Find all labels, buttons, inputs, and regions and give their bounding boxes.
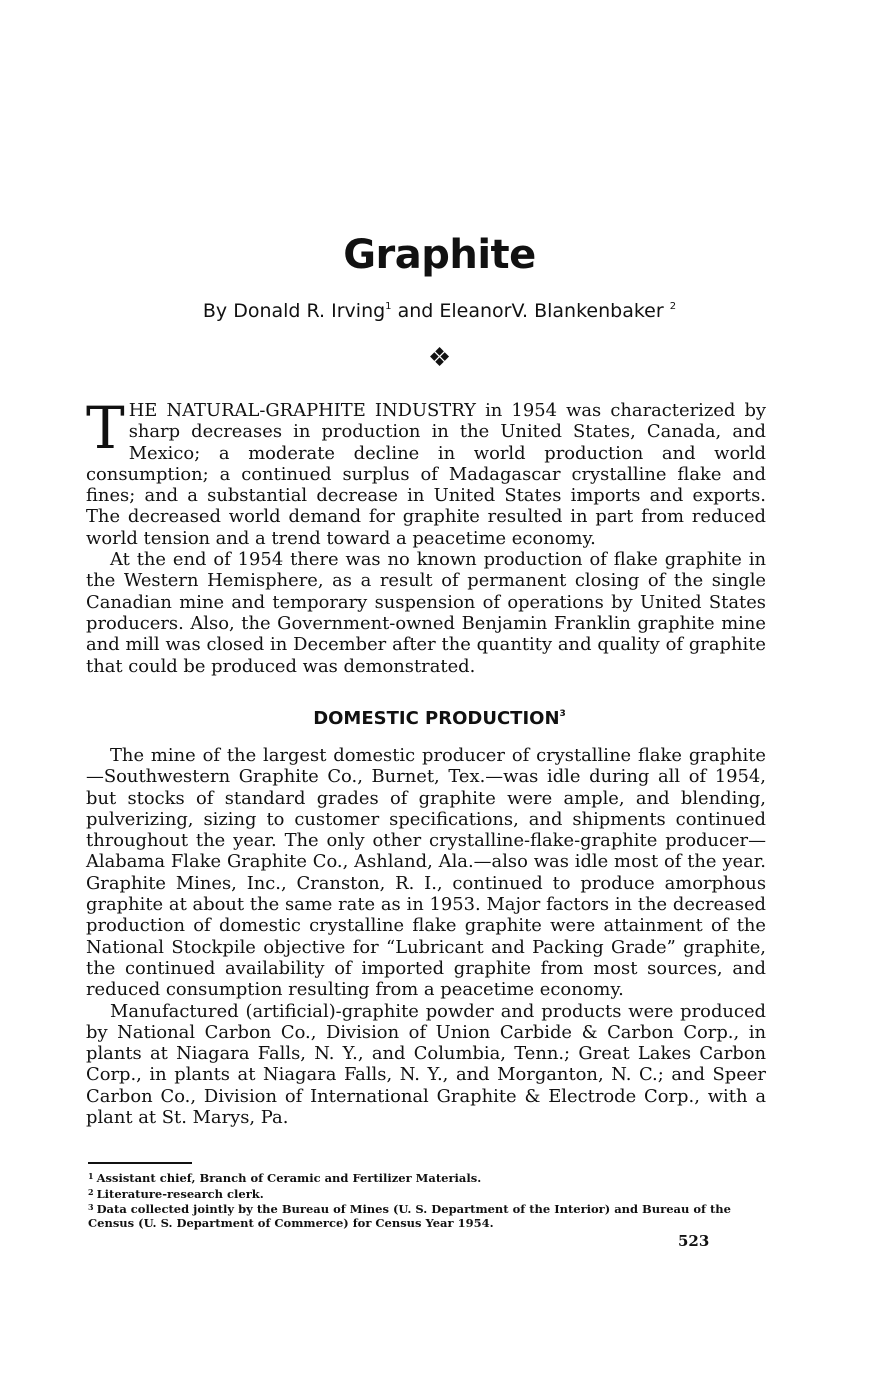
footnote-text: Assistant chief, Branch of Ceramic and Fertilizer Materials. <box>96 1171 482 1185</box>
footnote-marker: 1 <box>88 1171 94 1181</box>
intro-paragraph-2: At the end of 1954 there was no known production of flake graphite in the Western Hemisphere, as a result of permanent closing of the single Canadian mine and temporary suspension of operations by United States producers. Also, the Government-owned Benjamin Franklin graphite mine and mill was closed in December after the quantity and quality of graphite that could be produced was demonstrated. <box>86 549 766 677</box>
intro-paragraph-1-text: HE NATURAL-GRAPHITE INDUSTRY in 1954 was characterized by sharp decreases in production in the United States, Canada, and Mexico; a moderate decline in world production and world consumption; a continued surplus of Madagascar crystalline flake and fines; and a substantial decrease in United States imports and exports. The decreased world demand for graphite resulted in part from reduced world tension and a trend toward a peacetime economy. <box>86 400 766 549</box>
byline <box>0 300 879 322</box>
footnote-3 <box>88 1201 768 1230</box>
section-heading <box>0 708 879 729</box>
page-number: 523 <box>678 1232 710 1250</box>
footnote-marker: 3 <box>88 1202 94 1212</box>
footnote-1 <box>88 1170 768 1186</box>
footnote-marker: 2 <box>88 1186 94 1197</box>
footnote-divider <box>88 1162 192 1164</box>
footnote-ref-3[interactable]: 3 <box>559 709 566 719</box>
byline-author1: By Donald R. Irving <box>202 300 386 322</box>
footnote-ref-1[interactable]: 1 <box>385 301 392 312</box>
section-heading-text: DOMESTIC PRODUCTION <box>313 708 560 729</box>
domestic-paragraph-2: Manufactured (artificial)-graphite powder and products were produced by National Carbon Co., Division of Union Carbide & Carbon Corp., in plants at Niagara Falls, N. Y., and Columbia, Tenn.; Great Lakes Carbon Corp., in plants at Niagara Falls, N. Y., and Morganton, N. C.; and Speer Carbon Co., Division of International Graphite & Electrode Corp., with a plant at St. Marys, Pa. <box>86 1000 766 1129</box>
page-title: Graphite <box>343 232 536 278</box>
intro-paragraph-1 <box>86 394 766 549</box>
domestic-production-section <box>86 745 766 1128</box>
drop-cap: T <box>86 394 125 462</box>
footnote-2 <box>88 1186 768 1202</box>
domestic-paragraph-1: The mine of the largest domestic producer of crystalline flake graphite—Southwestern Graphite Co., Burnet, Tex.—was idle during all of 1954, but stocks of standard grades of graphite were ample, and blending, pulverizing, sizing to customer specifications, and shipments continued throughout the year. The only other crystalline-flake-graphite producer—Alabama Flake Graphite Co., Ashland, Ala.—also was idle most of the year. Graphite Mines, Inc., Cranston, R. I., continued to produce amorphous graphite at about the same rate as in 1953. Major factors in the decreased production of domestic crystalline flake graphite were attainment of the National Stockpile objective for “Lubricant and Packing Grade” graphite, the continued availability of imported graphite from most sources, and reduced consumption resulting from a peacetime economy. <box>86 745 766 1001</box>
footnotes <box>88 1170 768 1230</box>
intro-section <box>86 394 766 677</box>
ornament-icon: ❖ <box>427 343 452 373</box>
footnote-text: Data collected jointly by the Bureau of Mines (U. S. Department of the Interior) and Bureau of the Census (U. S. Department of Commerce) for Census Year 1954. <box>88 1202 731 1230</box>
footnote-ref-2[interactable]: 2 <box>669 301 677 312</box>
byline-author2: and EleanorV. Blankenbaker <box>397 300 664 322</box>
footnote-text: Literature-research clerk. <box>96 1186 264 1201</box>
